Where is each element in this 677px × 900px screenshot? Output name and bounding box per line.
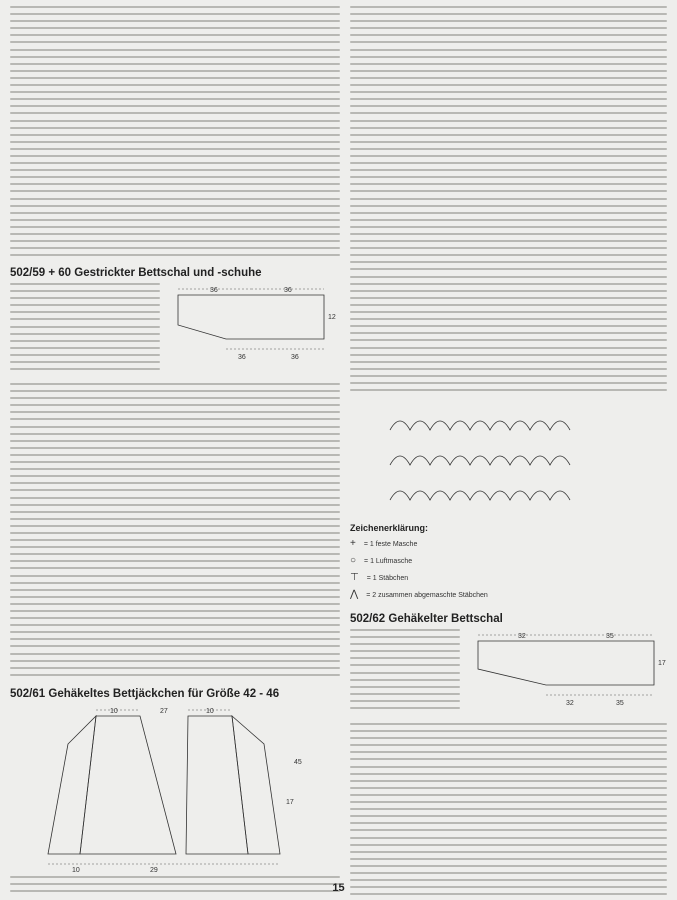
diag62-label-4: 35 — [616, 700, 624, 707]
section-title-502-61: 502/61 Gehäkeltes Bettjäckchen für Größe 42 - 46 — [10, 688, 280, 700]
materials-62-text-block — [350, 629, 460, 719]
diag61-label-4: 10 — [72, 867, 80, 874]
page-number: 15 — [332, 882, 345, 894]
section-title-502-59-60: 502/59 + 60 Gestrickter Bettschal und -schuhe — [10, 267, 262, 279]
diag61-label-6: 45 — [294, 759, 302, 766]
crochet-pattern-chart — [350, 410, 667, 520]
crochet-scarf-schematic-diagram — [466, 629, 666, 719]
diag59-label-0: 36 — [210, 287, 218, 294]
legend-title: Zeichenerklärung: — [350, 523, 429, 533]
diag59-label-2: 36 — [238, 354, 246, 361]
diag62-label-0: 32 — [518, 633, 526, 640]
legend-item-3: ⋀ = 2 zusammen abgemaschte Stäbchen — [350, 589, 488, 600]
right-instructions-text-block — [350, 723, 667, 900]
instructions-text-block — [10, 383, 340, 685]
legend-item-2: ⊤ = 1 Stäbchen — [350, 572, 409, 583]
legend-item-0: + = 1 feste Masche — [350, 538, 418, 549]
diag61-label-2: 10 — [206, 708, 214, 715]
oval-symbol-icon: ○ — [350, 555, 357, 566]
diag59-label-1: 36 — [284, 287, 292, 294]
left-column — [10, 6, 340, 886]
diag62-label-3: 32 — [566, 700, 574, 707]
jacket-schematic-diagram — [10, 704, 340, 876]
diag61-label-1: 27 — [160, 708, 168, 715]
diag59-label-3: 36 — [291, 354, 299, 361]
diag62-label-1: 35 — [606, 633, 614, 640]
right-body-text-block — [350, 6, 667, 410]
legend-item-1: ○ = 1 Luftmasche — [350, 555, 413, 566]
joined-symbol-icon: ⋀ — [350, 589, 359, 600]
right-column — [350, 6, 667, 886]
plus-symbol-icon: + — [350, 538, 356, 549]
diag61-label-3: 29 — [150, 867, 158, 874]
tee-symbol-icon: ⊤ — [350, 572, 359, 583]
diag59-label-4: 12 — [328, 314, 336, 321]
body-text-block — [10, 6, 340, 264]
legend-list — [350, 537, 667, 602]
diag61-label-5: 17 — [286, 799, 294, 806]
materials-text-block — [10, 283, 160, 379]
diag62-label-2: 17 — [658, 660, 666, 667]
section-title-502-62: 502/62 Gehäkelter Bettschal — [350, 613, 503, 625]
diag61-label-0: 10 — [110, 708, 118, 715]
scarf-schematic-diagram — [166, 283, 336, 379]
